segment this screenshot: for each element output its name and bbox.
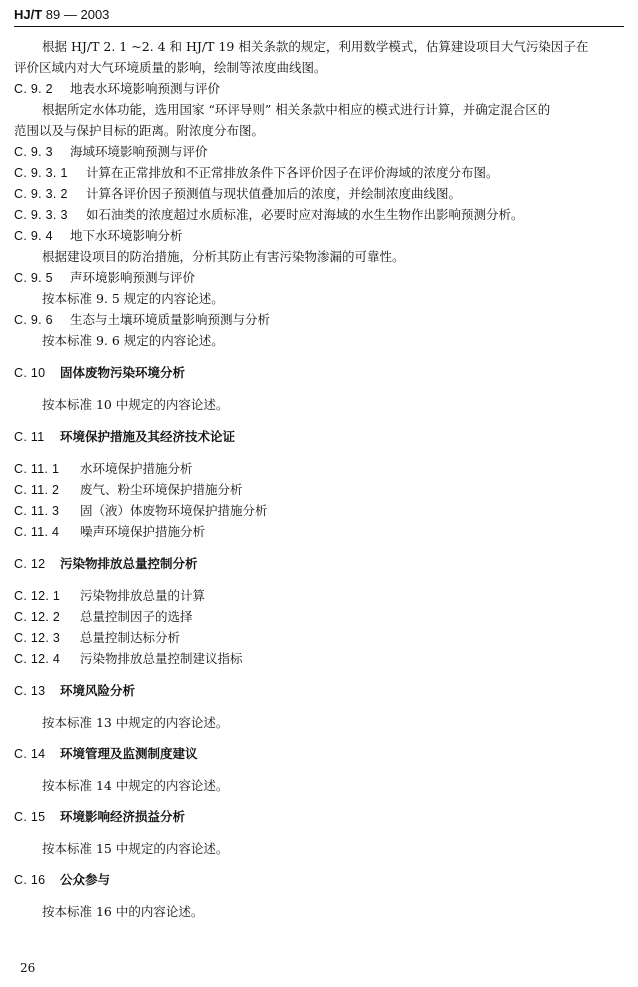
standard-code-number: 89 — 2003 xyxy=(45,7,110,22)
section-heading xyxy=(0,458,638,480)
section-title: 声环境影响预测与评价 xyxy=(70,270,196,285)
paragraph-text: 按本标准 9. 6 规定的内容论述。 xyxy=(42,333,224,348)
section-title: 如石油类的浓度超过水质标准，必要时应对海域的水生生物作出影响预测分析。 xyxy=(86,207,524,222)
section-title: 噪声环境保护措施分析 xyxy=(80,524,206,539)
section-number: C. 14 xyxy=(14,747,46,761)
section-heading xyxy=(0,141,638,163)
chapter-heading xyxy=(0,553,638,575)
section-title: 地下水环境影响分析 xyxy=(70,228,183,243)
section-number: C. 15 xyxy=(14,810,46,824)
paragraph-text: 按本标准 10 中规定的内容论述。 xyxy=(42,397,229,412)
section-heading xyxy=(0,606,638,628)
section-number: C. 9. 4 xyxy=(14,229,53,243)
paragraph-line xyxy=(0,246,638,268)
section-heading xyxy=(0,78,638,100)
section-number: C. 11. 4 xyxy=(14,525,60,539)
section-title: 污染物排放总量控制分析 xyxy=(60,557,198,571)
paragraph-text: 按本标准 14 中规定的内容论述。 xyxy=(42,778,229,793)
paragraph-line xyxy=(0,901,638,923)
section-number: C. 16 xyxy=(14,873,46,887)
section-number: C. 9. 5 xyxy=(14,271,53,285)
section-title: 固（液）体废物环境保护措施分析 xyxy=(80,503,268,518)
section-number: C. 12. 1 xyxy=(14,589,61,603)
section-number: C. 12. 3 xyxy=(14,631,61,645)
section-title: 生态与土壤环境质量影响预测与分析 xyxy=(70,312,271,327)
section-number: C. 9. 3. 3 xyxy=(14,208,68,222)
section-title: 水环境保护措施分析 xyxy=(80,461,193,476)
section-number: C. 9. 3. 2 xyxy=(14,187,68,201)
section-title: 地表水环境影响预测与评价 xyxy=(70,81,221,96)
section-number: C. 13 xyxy=(14,684,46,698)
paragraph-line xyxy=(0,120,638,142)
section-heading xyxy=(0,162,638,184)
section-title: 计算各评价因子预测值与现状值叠加后的浓度，并绘制浓度曲线图。 xyxy=(86,186,462,201)
section-number: C. 9. 2 xyxy=(14,82,53,96)
section-heading xyxy=(0,479,638,501)
section-heading xyxy=(0,500,638,522)
section-title: 总量控制因子的选择 xyxy=(80,609,193,624)
paragraph-text: 按本标准 13 中规定的内容论述。 xyxy=(42,715,229,730)
chapter-heading xyxy=(0,680,638,702)
section-number: C. 10 xyxy=(14,366,46,380)
section-number: C. 12. 4 xyxy=(14,652,61,666)
section-title: 环境管理及监测制度建议 xyxy=(60,747,198,761)
section-number: C. 9. 6 xyxy=(14,313,53,327)
paragraph-text: 根据 HJ/T 2. 1 ~2. 4 和 HJ/T 19 相关条款的规定，利用数学模式，估算建设项目大气污染因子在 xyxy=(42,39,589,54)
section-number: C. 11. 2 xyxy=(14,483,60,497)
paragraph-line xyxy=(0,57,638,79)
paragraph-line xyxy=(0,99,638,121)
section-number: C. 9. 3 xyxy=(14,145,53,159)
section-title: 环境影响经济损益分析 xyxy=(60,810,186,824)
paragraph-line xyxy=(0,775,638,797)
chapter-heading xyxy=(0,362,638,384)
section-title: 计算在正常排放和不正常排放条件下各评价因子在评价海域的浓度分布图。 xyxy=(86,165,499,180)
section-title: 环境风险分析 xyxy=(60,684,136,698)
chapter-heading xyxy=(0,806,638,828)
section-title: 污染物排放总量的计算 xyxy=(80,588,206,603)
section-title: 公众参与 xyxy=(60,873,111,887)
section-heading xyxy=(0,267,638,289)
paragraph-text: 按本标准 15 中规定的内容论述。 xyxy=(42,841,229,856)
section-title: 海域环境影响预测与评价 xyxy=(70,144,208,159)
paragraph-text: 评价区域内对大气环境质量的影响，绘制等浓度曲线图。 xyxy=(14,60,327,75)
paragraph-text: 范围以及与保护目标的距离。附浓度分布图。 xyxy=(14,123,265,138)
section-number: C. 12. 2 xyxy=(14,610,61,624)
section-title: 固体废物污染环境分析 xyxy=(60,366,186,380)
section-number: C. 11. 3 xyxy=(14,504,60,518)
header-rule xyxy=(14,26,624,27)
chapter-heading xyxy=(0,743,638,765)
section-number: C. 9. 3. 1 xyxy=(14,166,68,180)
section-number: C. 12 xyxy=(14,557,46,571)
section-heading xyxy=(0,204,638,226)
section-heading xyxy=(0,585,638,607)
chapter-heading xyxy=(0,869,638,891)
paragraph-text: 按本标准 9. 5 规定的内容论述。 xyxy=(42,291,224,306)
paragraph-text: 根据建设项目的防治措施，分析其防止有害污染物渗漏的可靠性。 xyxy=(42,249,405,264)
section-heading xyxy=(0,183,638,205)
section-heading xyxy=(0,627,638,649)
paragraph-text: 根据所定水体功能，选用国家 “环评导则” 相关条款中相应的模式进行计算，并确定混合区的 xyxy=(42,102,551,117)
section-title: 废气、粉尘环境保护措施分析 xyxy=(80,482,243,497)
section-heading xyxy=(0,648,638,670)
paragraph-line xyxy=(0,330,638,352)
section-number: C. 11. 1 xyxy=(14,462,60,476)
paragraph-line xyxy=(0,36,638,58)
paragraph-text: 按本标准 16 中的内容论述。 xyxy=(42,904,204,919)
section-heading xyxy=(0,521,638,543)
paragraph-line xyxy=(0,712,638,734)
section-heading xyxy=(0,225,638,247)
section-title: 环境保护措施及其经济技术论证 xyxy=(60,430,236,444)
section-number: C. 11 xyxy=(14,430,45,444)
section-title: 污染物排放总量控制建议指标 xyxy=(80,651,243,666)
standard-code-bold: HJ/T xyxy=(14,7,43,22)
section-title: 总量控制达标分析 xyxy=(80,630,181,645)
page-header xyxy=(14,7,109,22)
paragraph-line xyxy=(0,394,638,416)
section-heading xyxy=(0,309,638,331)
paragraph-line xyxy=(0,288,638,310)
chapter-heading xyxy=(0,426,638,448)
paragraph-line xyxy=(0,838,638,860)
page-number: 26 xyxy=(20,961,36,975)
